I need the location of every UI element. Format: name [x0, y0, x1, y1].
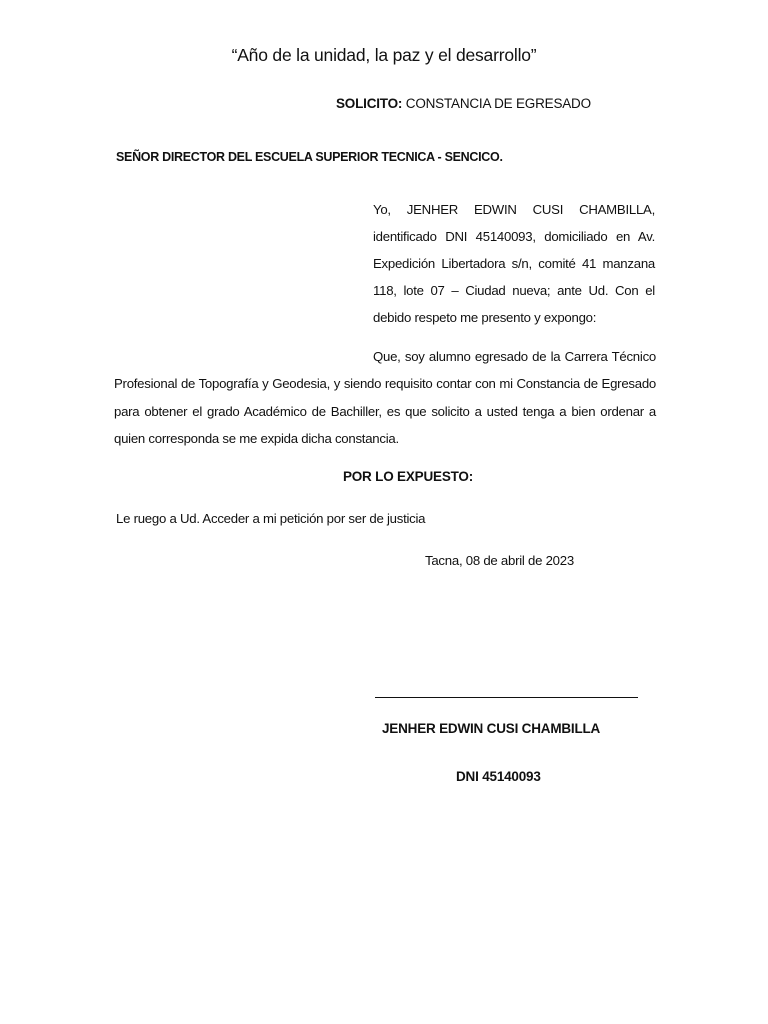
place-date: Tacna, 08 de abril de 2023	[425, 553, 574, 568]
por-lo-expuesto-heading: POR LO EXPUESTO:	[342, 469, 474, 484]
intro-paragraph: Yo, JENHER EDWIN CUSI CHAMBILLA, identificado DNI 45140093, domiciliado en Av. Expedición Libertadora s/n, comité 41 manzana 118, lote 07 – Ciudad nueva; ante Ud. Con el debido respeto me presento y expongo:	[373, 202, 655, 325]
subject-label: SOLICITO:	[336, 96, 403, 111]
signature-line	[375, 697, 638, 698]
body-paragraph: Que, soy alumno egresado de la Carrera Técnico Profesional de Topografía y Geodesia, y siendo requisito contar con mi Constancia de Egresado para obtener el grado Académico de Bachiller, es que solicito a usted tenga a bien ordenar a quien corresponda se me expida dicha constancia.	[114, 349, 656, 446]
signatory-dni: DNI 45140093	[456, 769, 541, 784]
subject-line	[336, 96, 591, 111]
signatory-name: JENHER EDWIN CUSI CHAMBILLA	[382, 721, 601, 736]
addressee: SEÑOR DIRECTOR DEL ESCUELA SUPERIOR TECNICA - SENCICO.	[116, 150, 503, 164]
request-line: Le ruego a Ud. Acceder a mi petición por ser de justicia	[116, 511, 426, 526]
subject-value: CONSTANCIA DE EGRESADO	[405, 96, 591, 111]
document-motto: “Año de la unidad, la paz y el desarrollo”	[231, 45, 537, 65]
